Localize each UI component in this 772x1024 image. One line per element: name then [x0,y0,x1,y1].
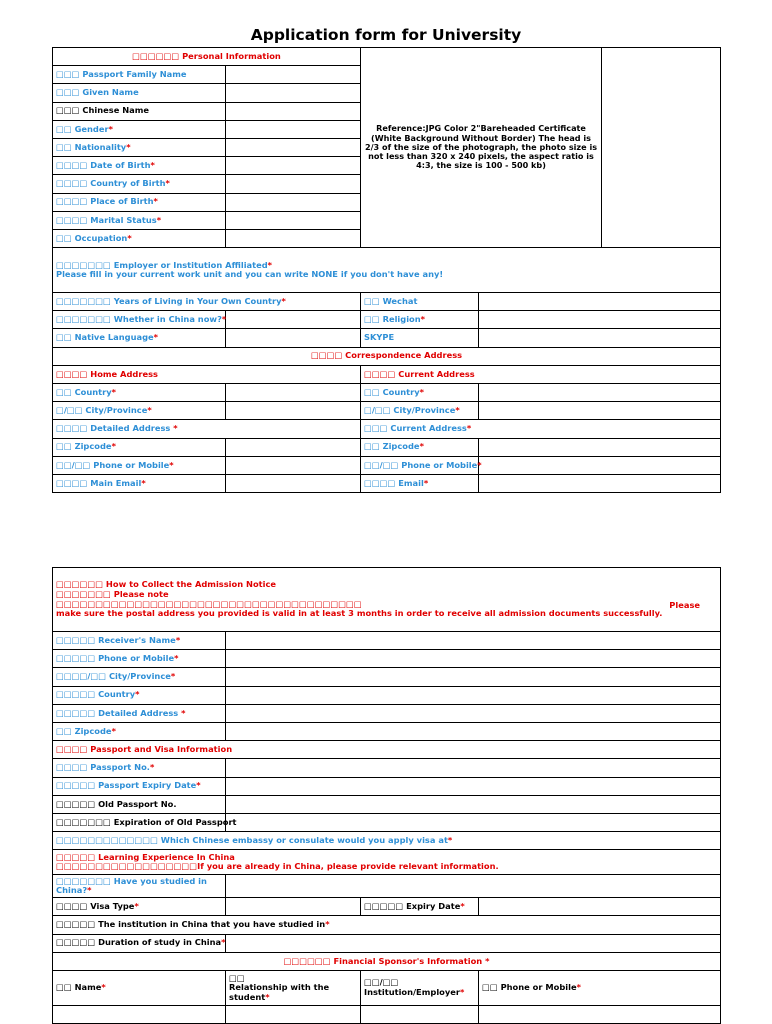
sponsor-phone-field[interactable] [479,1006,721,1024]
required-mark: * [477,459,482,470]
old-passport-no-label: □□□□□ Old Passport No. [53,795,226,813]
personal-info-table [52,47,721,493]
marital-status-label: □□□□ Marital Status* [53,211,226,229]
required-mark: * [267,259,273,270]
visa-type-field[interactable] [226,898,361,916]
passport-visa-heading: □□□□ Passport and Visa Information [53,741,721,759]
current-email-field[interactable] [479,474,721,492]
relationship-header: □□ Relationship with the student* [226,971,361,1006]
embassy-field[interactable]: □□□□□□□□□□□□□ Which Chinese embassy or consulate would you apply visa at* [53,832,721,850]
old-passport-exp-label: □□□□□□□ Expiration of Old Passport [53,813,226,831]
home-country-field[interactable] [226,384,361,402]
passport-expiry-label: □□□□□ Passport Expiry Date* [53,777,226,795]
required-mark: * [420,314,426,325]
required-mark: * [87,885,92,896]
learning-experience-block [53,850,721,875]
sponsor-name-header: □□ Name* [53,971,226,1006]
old-passport-no-field[interactable] [226,795,721,813]
current-zipcode-label: □□ Zipcode* [361,438,479,456]
in-china-now-label: □□□□□□□ Whether in China now?* [53,311,226,329]
required-mark: * [455,405,460,416]
required-mark: * [141,477,146,488]
old-passport-exp-field[interactable] [226,813,721,831]
receiver-country-field[interactable] [226,686,721,704]
religion-field[interactable] [479,311,721,329]
chinese-name-label: □□□ Chinese Name [53,102,226,120]
current-city-label: □/□□ City/Province* [361,402,479,420]
required-mark: * [111,386,116,397]
studied-in-china-label: □□□□□□□ Have you studied in China?* [53,875,226,898]
required-mark: * [485,955,490,966]
required-mark: * [196,780,201,791]
required-mark: * [576,982,581,993]
home-city-field[interactable] [226,402,361,420]
gender-field[interactable] [226,120,361,138]
skype-field[interactable] [479,329,721,347]
duration-china-field[interactable] [226,934,721,952]
home-zipcode-field[interactable] [226,438,361,456]
current-address-heading: □□□□ Current Address [361,365,721,383]
nationality-label: □□ Nationality* [53,138,226,156]
learning-heading: □□□□□ Learning Experience In China [56,851,235,862]
note-cn: □□□□□□□□□□□□□□□□□□□□□□□□□□□□□□□□□□□□□□□ [56,598,362,609]
required-mark: * [169,459,174,470]
given-name-label: □□□ Given Name [53,84,226,102]
required-mark: * [265,991,270,1002]
current-address-line-field[interactable]: □□□ Current Address* [361,420,721,438]
correspondence-heading: □□□□ Correspondence Address [53,347,721,365]
current-country-field[interactable] [479,384,721,402]
religion-label: □□ Religion* [361,311,479,329]
skype-label: SKYPE [361,329,479,347]
home-phone-field[interactable] [226,456,361,474]
required-mark: * [174,653,179,664]
receiver-name-label: □□□□□ Receiver's Name* [53,632,226,650]
required-mark: * [460,987,465,997]
employer-field[interactable]: □□□□□□□ Employer or Institution Affiliated* Please fill in your current work unit and you can write NONE if you don't have any! [53,248,721,293]
required-mark: * [221,937,226,948]
wechat-label: □□ Wechat [361,293,479,311]
admission-visa-table [52,567,721,1024]
institution-header: □□/□□ Institution/Employer* [361,971,479,1006]
given-name-field[interactable] [226,84,361,102]
passport-no-label: □□□□ Passport No.* [53,759,226,777]
place-of-birth-field[interactable] [226,193,361,211]
sponsor-heading: □□□□□□ Financial Sponsor's Information * [53,952,721,970]
marital-status-field[interactable] [226,211,361,229]
required-mark: * [156,214,162,225]
home-city-label: □/□□ City/Province* [53,402,226,420]
family-name-label: □□□ Passport Family Name [53,66,226,84]
receiver-phone-field[interactable] [226,650,721,668]
main-email-label: □□□□ Main Email* [53,474,226,492]
current-zipcode-field[interactable] [479,438,721,456]
note-en: make sure the postal address you provided is valid in at least 3 months in order to receive all admission documents successfully. [56,608,663,619]
country-of-birth-label: □□□□ Country of Birth* [53,175,226,193]
learning-note: □□□□□□□□□□□□□□□□□□If you are already in China, please provide relevant information. [56,861,499,872]
receiver-zipcode-label: □□ Zipcode* [53,722,226,740]
receiver-address-field[interactable] [226,704,721,722]
institution-china-field[interactable]: □□□□□ The institution in China that you have studied in* [53,916,721,934]
required-mark: * [447,834,453,845]
receiver-name-field[interactable] [226,632,721,650]
required-mark: * [170,671,176,682]
studied-in-china-field[interactable] [226,875,721,898]
required-mark: * [135,689,140,700]
current-phone-field[interactable] [479,456,721,474]
required-mark: * [175,634,181,645]
home-country-label: □□ Country* [53,384,226,402]
occupation-label: □□ Occupation* [53,229,226,247]
required-mark: * [134,901,139,912]
required-mark: * [419,386,424,397]
native-language-label: □□ Native Language* [53,329,226,347]
receiver-address-label: □□□□□ Detailed Address * [53,704,226,722]
receiver-zipcode-field[interactable] [226,722,721,740]
home-phone-label: □□/□□ Phone or Mobile* [53,456,226,474]
required-mark: * [325,919,330,930]
required-mark: * [150,159,155,170]
required-mark: * [126,141,131,152]
photo-upload-box[interactable] [602,48,721,248]
required-mark: * [147,405,152,416]
required-mark: * [460,901,465,912]
receiver-phone-label: □□□□□ Phone or Mobile* [53,650,226,668]
institution-field[interactable] [361,1006,479,1024]
required-mark: * [111,725,116,736]
home-detailed-address-field[interactable]: □□□□ Detailed Address * [53,420,361,438]
required-mark: * [101,982,106,993]
sponsor-phone-header: □□ Phone or Mobile* [479,971,721,1006]
required-mark: * [419,441,424,452]
chinese-name-field[interactable] [226,102,361,120]
gender-label: □□ Gender* [53,120,226,138]
dob-field[interactable] [226,157,361,175]
place-of-birth-label: □□□□ Place of Birth* [53,193,226,211]
photo-requirements-note: Reference:JPG Color 2"Bareheaded Certificate (White Background Without Border) The head is 2/3 of the size of the photograph, the photo size is not less than 320 x 240 pixels, the aspect ratio is 4:3, the size is 100 - 500 kb) [361,48,602,248]
duration-china-label: □□□□□ Duration of study in China* [53,934,226,952]
required-mark: * [181,707,186,718]
required-mark: * [153,332,158,343]
required-mark: * [281,295,286,306]
in-china-now-field[interactable] [226,311,361,329]
current-city-field[interactable] [479,402,721,420]
receiver-city-label: □□□□/□□ City/Province* [53,668,226,686]
current-phone-label: □□/□□ Phone or Mobile* [361,456,479,474]
employer-note: Please fill in your current work unit and you can write NONE if you don't have any! [56,269,444,280]
receiver-country-label: □□□□□ Country* [53,686,226,704]
page-title: Application form for University [250,26,522,44]
main-email-field[interactable] [226,474,361,492]
required-mark: * [466,423,472,434]
home-address-heading: □□□□ Home Address [53,365,361,383]
receiver-city-field[interactable] [226,668,721,686]
current-email-label: □□□□ Email* [361,474,479,492]
family-name-field[interactable] [226,66,361,84]
note-please: Please [669,600,701,610]
required-mark: * [111,441,116,452]
required-mark: * [153,196,158,207]
years-living-label: □□□□□□□ Years of Living in Your Own Country* [53,293,361,311]
visa-type-label: □□□□ Visa Type* [53,898,226,916]
required-mark: * [127,232,132,243]
expiry-date-field[interactable] [479,898,721,916]
required-mark: * [165,178,170,189]
required-mark: * [149,762,155,773]
relationship-field[interactable] [226,1006,361,1024]
required-mark: * [221,314,227,325]
occupation-field[interactable] [226,229,361,247]
collect-heading: □□□□□□ How to Collect the Admission Notice [56,579,277,590]
required-mark: * [423,477,429,488]
admission-notice-block [53,568,721,632]
personal-info-heading: □□□□□□ Personal Information [53,48,361,66]
expiry-date-label: □□□□□ Expiry Date* [361,898,479,916]
home-zipcode-label: □□ Zipcode* [53,438,226,456]
please-note-heading: □□□□□□□ Please note [56,588,169,599]
passport-expiry-field[interactable] [226,777,721,795]
dob-label: □□□□ Date of Birth* [53,157,226,175]
current-country-label: □□ Country* [361,384,479,402]
wechat-field[interactable] [479,293,721,311]
passport-no-field[interactable] [226,759,721,777]
sponsor-name-field[interactable] [53,1006,226,1024]
required-mark: * [108,123,113,134]
required-mark: * [173,423,178,434]
nationality-field[interactable] [226,138,361,156]
country-of-birth-field[interactable] [226,175,361,193]
native-language-field[interactable] [226,329,361,347]
